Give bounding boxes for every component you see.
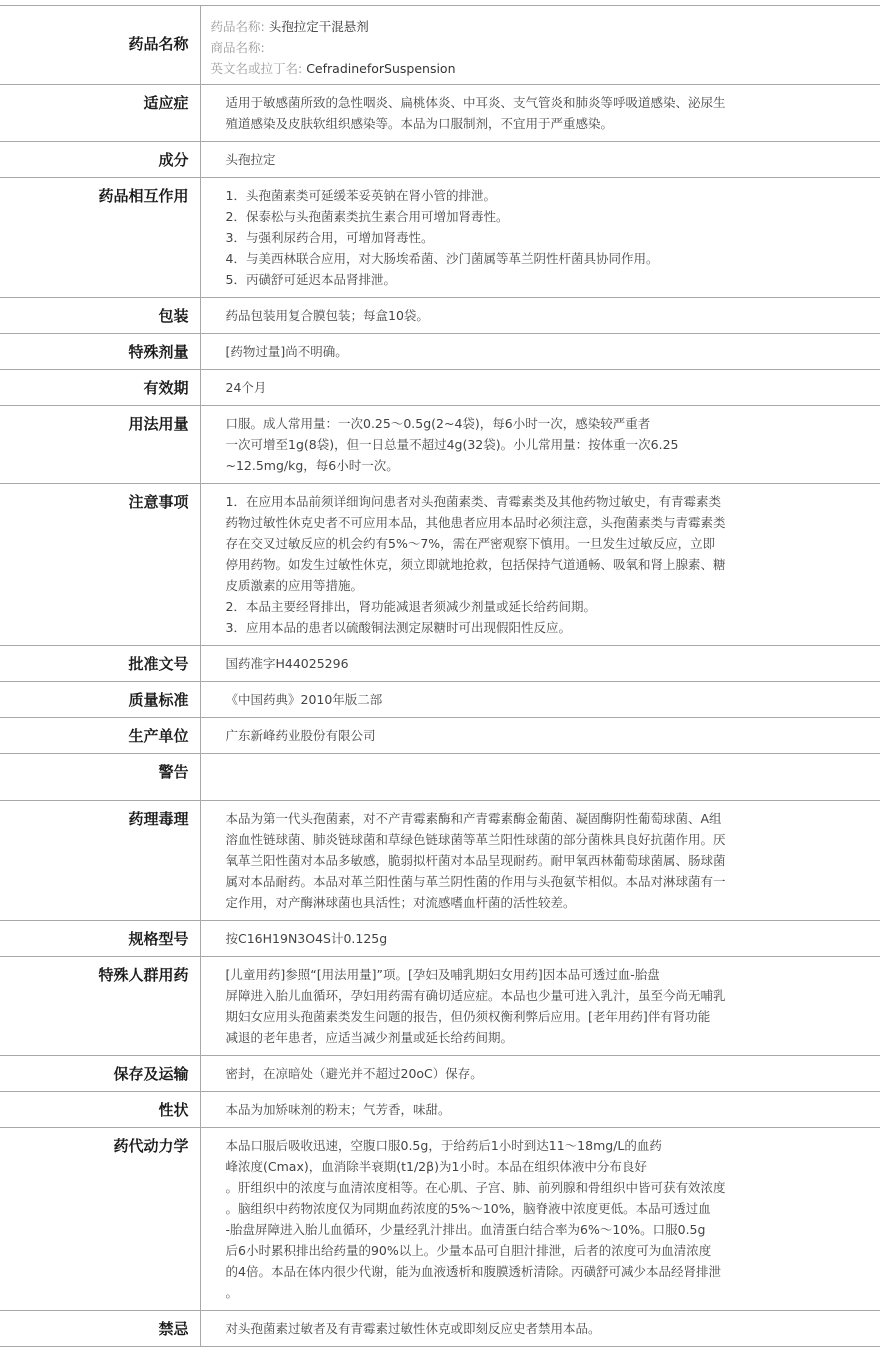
value-line: 屏障进入胎儿血循环，孕妇用药需有确切适应症。本品也少量可进入乳汁，虽至今尚无哺乳 (225, 988, 726, 1003)
row-value (200, 334, 880, 370)
row-value (200, 1092, 880, 1128)
spec-row (0, 178, 880, 298)
row-label: 成分 (0, 142, 200, 178)
row-label: 警告 (0, 754, 200, 801)
row-value (200, 754, 880, 801)
spec-row (0, 754, 880, 801)
row-label: 用法用量 (0, 406, 200, 484)
value-line: 2．保泰松与头孢菌素类抗生素合用可增加肾毒性。 (225, 209, 509, 224)
row-value (200, 142, 880, 178)
value-line: 的4倍。本品在体内很少代谢，能为血液透析和腹膜透析清除。丙磺舒可减少本品经肾排泄 (225, 1264, 721, 1279)
spec-row (0, 484, 880, 646)
value-line: 峰浓度(Cmax)，血消除半衰期(t1/2β)为1小时。本品在组织体液中分布良好 (225, 1159, 647, 1174)
row-label: 特殊剂量 (0, 334, 200, 370)
row-label: 保存及运输 (0, 1056, 200, 1092)
row-label: 性状 (0, 1092, 200, 1128)
value-line: 一次可增至1g(8袋)，但一日总量不超过4g(32袋)。小儿常用量：按体重一次6.25 (225, 437, 679, 452)
row-value (200, 85, 880, 142)
spec-row (0, 1092, 880, 1128)
row-value (200, 801, 880, 921)
row-label: 生产单位 (0, 718, 200, 754)
spec-row (0, 85, 880, 142)
value-line: 国药准字H44025296 (225, 656, 349, 671)
spec-row (0, 142, 880, 178)
name-values (200, 6, 880, 85)
value-line: 3．与强利尿药合用，可增加肾毒性。 (225, 230, 434, 245)
value-line: 本品为加矫味剂的粉末；气芳香，味甜。 (225, 1102, 451, 1117)
value-line: 本品为第一代头孢菌素，对不产青霉素酶和产青霉素酶金葡菌、凝固酶阴性葡萄球菌、A组 (225, 811, 722, 826)
value-line: 密封，在凉暗处（避光并不超过20oC）保存。 (225, 1066, 483, 1081)
trade-name-key: 商品名称: (210, 40, 265, 55)
value-line: 24个月 (225, 380, 267, 395)
spec-row (0, 957, 880, 1056)
row-value (200, 1056, 880, 1092)
spec-row (0, 370, 880, 406)
value-line: 溶血性链球菌、肺炎链球菌和草绿色链球菌等革兰阳性球菌的部分菌株具良好抗菌作用。厌 (225, 832, 726, 847)
value-line: ~12.5mg/kg，每6小时一次。 (225, 458, 399, 473)
value-line: 头孢拉定 (225, 152, 276, 167)
spec-row (0, 1056, 880, 1092)
spec-row (0, 1311, 880, 1347)
spec-row (0, 298, 880, 334)
spec-row (0, 334, 880, 370)
value-line: -胎盘屏障进入胎儿血循环，少量经乳汁排出。血清蛋白结合率为6%～10%。口服0.5g (225, 1222, 706, 1237)
row-value (200, 1311, 880, 1347)
value-line: 期妇女应用头孢菌素类发生问题的报告，但仍须权衡利弊后应用。[老年用药]伴有肾功能 (225, 1009, 711, 1024)
value-line: 殖道感染及皮肤软组织感染等。本品为口服制剂，不宜用于严重感染。 (225, 116, 614, 131)
value-line: 。脑组织中药物浓度仅为同期血药浓度的5%～10%，脑脊液中浓度更低。本品可透过血 (225, 1201, 711, 1216)
value-line: 3．应用本品的患者以硫酸铜法测定尿糖时可出现假阳性反应。 (225, 620, 571, 635)
spec-row (0, 646, 880, 682)
value-line: 4．与美西林联合应用，对大肠埃希菌、沙门菌属等革兰阴性杆菌具协同作用。 (225, 251, 659, 266)
spec-row-name (0, 6, 880, 85)
value-line: 广东新峰药业股份有限公司 (225, 728, 376, 743)
row-label: 质量标准 (0, 682, 200, 718)
value-line: 停用药物。如发生过敏性休克，须立即就地抢救，包括保持气道通畅、吸氧和肾上腺素、糖 (225, 557, 726, 572)
value-line: 后6小时累积排出给药量的90%以上。少量本品可自胆汁排泄，后者的浓度可为血清浓度 (225, 1243, 712, 1258)
value-line: 按C16H19N3O4S计0.125g (225, 931, 388, 946)
row-label: 适应症 (0, 85, 200, 142)
row-value (200, 370, 880, 406)
spec-row (0, 406, 880, 484)
value-line: 属对本品耐药。本品对革兰阳性菌与革兰阴性菌的作用与头孢氨苄相似。本品对淋球菌有一 (225, 874, 726, 889)
value-line: 药物过敏性休克史者不可应用本品，其他患者应用本品时必须注意，头孢菌素类与青霉素类 (225, 515, 726, 530)
value-line: 口服。成人常用量：一次0.25～0.5g(2~4袋)，每6小时一次，感染较严重者 (225, 416, 651, 431)
spec-row (0, 718, 880, 754)
english-name-value: CefradineforSuspension (306, 61, 456, 76)
row-value (200, 298, 880, 334)
row-value (200, 682, 880, 718)
value-line: 氧革兰阳性菌对本品多敏感，脆弱拟杆菌对本品呈现耐药。耐甲氧西林葡萄球菌属、肠球菌 (225, 853, 726, 868)
spec-row (0, 921, 880, 957)
row-value (200, 957, 880, 1056)
row-value (200, 646, 880, 682)
value-line: 药品包装用复合膜包装；每盒10袋。 (225, 308, 429, 323)
generic-name-value: 头孢拉定干混悬剂 (268, 19, 369, 34)
drug-spec-table (0, 5, 880, 1347)
value-line: 存在交叉过敏反应的机会约有5%～7%，需在严密观察下慎用。一旦发生过敏反应，立即 (225, 536, 716, 551)
english-name-key: 英文名或拉丁名: (210, 61, 303, 76)
row-label: 药品名称 (0, 6, 200, 85)
value-line: 1．在应用本品前须详细询问患者对头孢菌素类、青霉素类及其他药物过敏史，有青霉素类 (225, 494, 721, 509)
row-value (200, 718, 880, 754)
value-line: 。 (225, 1285, 239, 1300)
row-label: 包装 (0, 298, 200, 334)
value-line: [儿童用药]参照“[用法用量]”项。[孕妇及哺乳期妇女用药]因本品可透过血-胎盘 (225, 967, 660, 982)
value-line: 皮质激素的应用等措施。 (225, 578, 364, 593)
row-label: 注意事项 (0, 484, 200, 646)
value-line: 。肝组织中的浓度与血清浓度相等。在心肌、子宫、肺、前列腺和骨组织中皆可获有效浓度 (225, 1180, 726, 1195)
value-line: 本品口服后吸收迅速，空腹口服0.5g，于给药后1小时到达11～18mg/L的血药 (225, 1138, 662, 1153)
row-value (200, 178, 880, 298)
row-label: 药理毒理 (0, 801, 200, 921)
generic-name-key: 药品名称: (210, 19, 265, 34)
row-value (200, 406, 880, 484)
value-line: 5．丙磺舒可延迟本品肾排泄。 (225, 272, 396, 287)
value-line: 减退的老年患者，应适当减少剂量或延长给药间期。 (225, 1030, 514, 1045)
value-line: 对头孢菌素过敏者及有青霉素过敏性休克或即刻反应史者禁用本品。 (225, 1321, 601, 1336)
value-line: 2．本品主要经肾排出，肾功能减退者须减少剂量或延长给药间期。 (225, 599, 596, 614)
value-line: 1．头孢菌素类可延缓苯妥英钠在肾小管的排泄。 (225, 188, 496, 203)
value-line: 《中国药典》2010年版二部 (225, 692, 383, 707)
row-label: 规格型号 (0, 921, 200, 957)
row-label: 有效期 (0, 370, 200, 406)
row-value (200, 484, 880, 646)
spec-row (0, 1128, 880, 1311)
row-label: 药品相互作用 (0, 178, 200, 298)
row-label: 药代动力学 (0, 1128, 200, 1311)
value-line: 适用于敏感菌所致的急性咽炎、扁桃体炎、中耳炎、支气管炎和肺炎等呼吸道感染、泌尿生 (225, 95, 726, 110)
row-value (200, 921, 880, 957)
value-line: 定作用，对产酶淋球菌也具活性；对流感嗜血杆菌的活性较差。 (225, 895, 576, 910)
row-label: 批准文号 (0, 646, 200, 682)
row-label: 禁忌 (0, 1311, 200, 1347)
spec-row (0, 801, 880, 921)
row-value (200, 1128, 880, 1311)
value-line: [药物过量]尚不明确。 (225, 344, 348, 359)
row-label: 特殊人群用药 (0, 957, 200, 1056)
spec-row (0, 682, 880, 718)
